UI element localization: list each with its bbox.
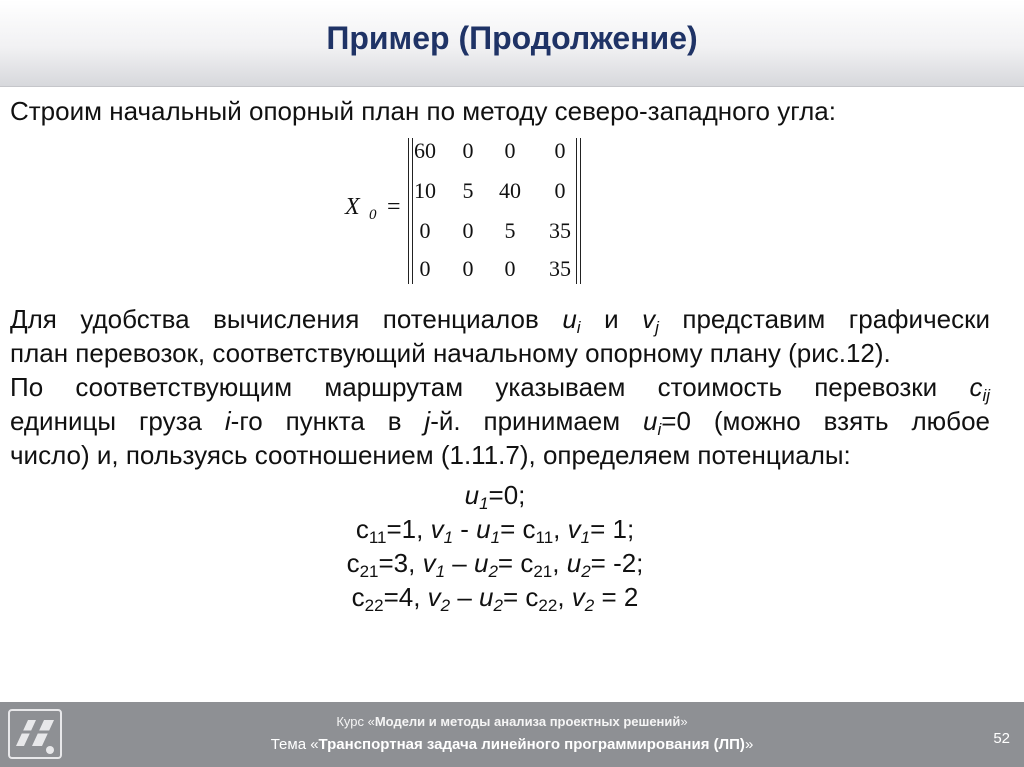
matrix-cell: 0 <box>462 256 474 281</box>
matrix-right-bar <box>580 138 581 284</box>
equation-line-1: $u_1=0$; <box>464 480 526 513</box>
matrix-cell: 35 <box>549 256 571 281</box>
paragraph-line: Для удобства вычисления потенциалов $u_i$ и $v_j$ представим графически <box>10 304 990 337</box>
matrix-cell: 0 <box>462 218 474 243</box>
intro-text: Строим начальный опорный план по методу северо-западного угла: <box>10 96 836 126</box>
matrix-equals: = <box>387 194 401 220</box>
matrix-cell: 60 <box>414 138 436 163</box>
matrix-x0 <box>345 134 595 286</box>
matrix-cell: 40 <box>499 178 521 203</box>
matrix-cell: 0 <box>554 178 566 203</box>
slide-header <box>0 0 1024 87</box>
matrix-cell: 0 <box>419 256 431 281</box>
equation-line-4: $c_{22}=4$, $v_2 - u_2= c_{22}$, $v_2 = 2$ <box>351 582 639 615</box>
matrix-cell: 0 <box>504 256 516 281</box>
footer-course: Курс «Модели и методы анализа проектных решений» <box>336 714 688 729</box>
matrix-label: X <box>345 194 360 220</box>
page-number: 52 <box>993 730 1010 747</box>
matrix-cell: 5 <box>462 178 474 203</box>
paragraph-line: По соответствующим маршрутам указываем стоимость перевозки $c_{ij}$ <box>10 372 990 405</box>
matrix-cell: 5 <box>504 218 516 243</box>
equations-block <box>0 478 990 614</box>
paragraph-line: план перевозок, соответствующий начальному опорному плану (рис.12). <box>10 338 891 368</box>
matrix-label-subscript: 0 <box>369 207 377 223</box>
footer-topic: Тема «Транспортная задача линейного программирования (ЛП)» <box>270 736 754 753</box>
slide-title: Пример (Продолжение) <box>326 20 698 56</box>
equation-line-2: $c_{11}=1$, $v_1 - u_1= c_{11}$, $v_1= 1$; <box>355 514 635 547</box>
matrix-cell: 10 <box>414 178 436 203</box>
slide-footer <box>0 702 1024 767</box>
matrix-cell: 0 <box>554 138 566 163</box>
explanation-paragraph <box>10 302 990 472</box>
matrix-cell: 35 <box>549 218 571 243</box>
matrix-cell: 0 <box>504 138 516 163</box>
matrix-cell: 0 <box>419 218 431 243</box>
equation-line-3: $c_{21}=3$, $v_1 - u_2= c_{21}$, $u_2= -2$; <box>346 548 644 581</box>
paragraph-line: единицы груза i-го пункта в j-й. принимаем $u_i=0$ (можно взять любое <box>10 406 990 439</box>
matrix-cell: 0 <box>462 138 474 163</box>
paragraph-line: число) и, пользуясь соотношением (1.11.7), определяем потенциалы: <box>10 440 851 470</box>
